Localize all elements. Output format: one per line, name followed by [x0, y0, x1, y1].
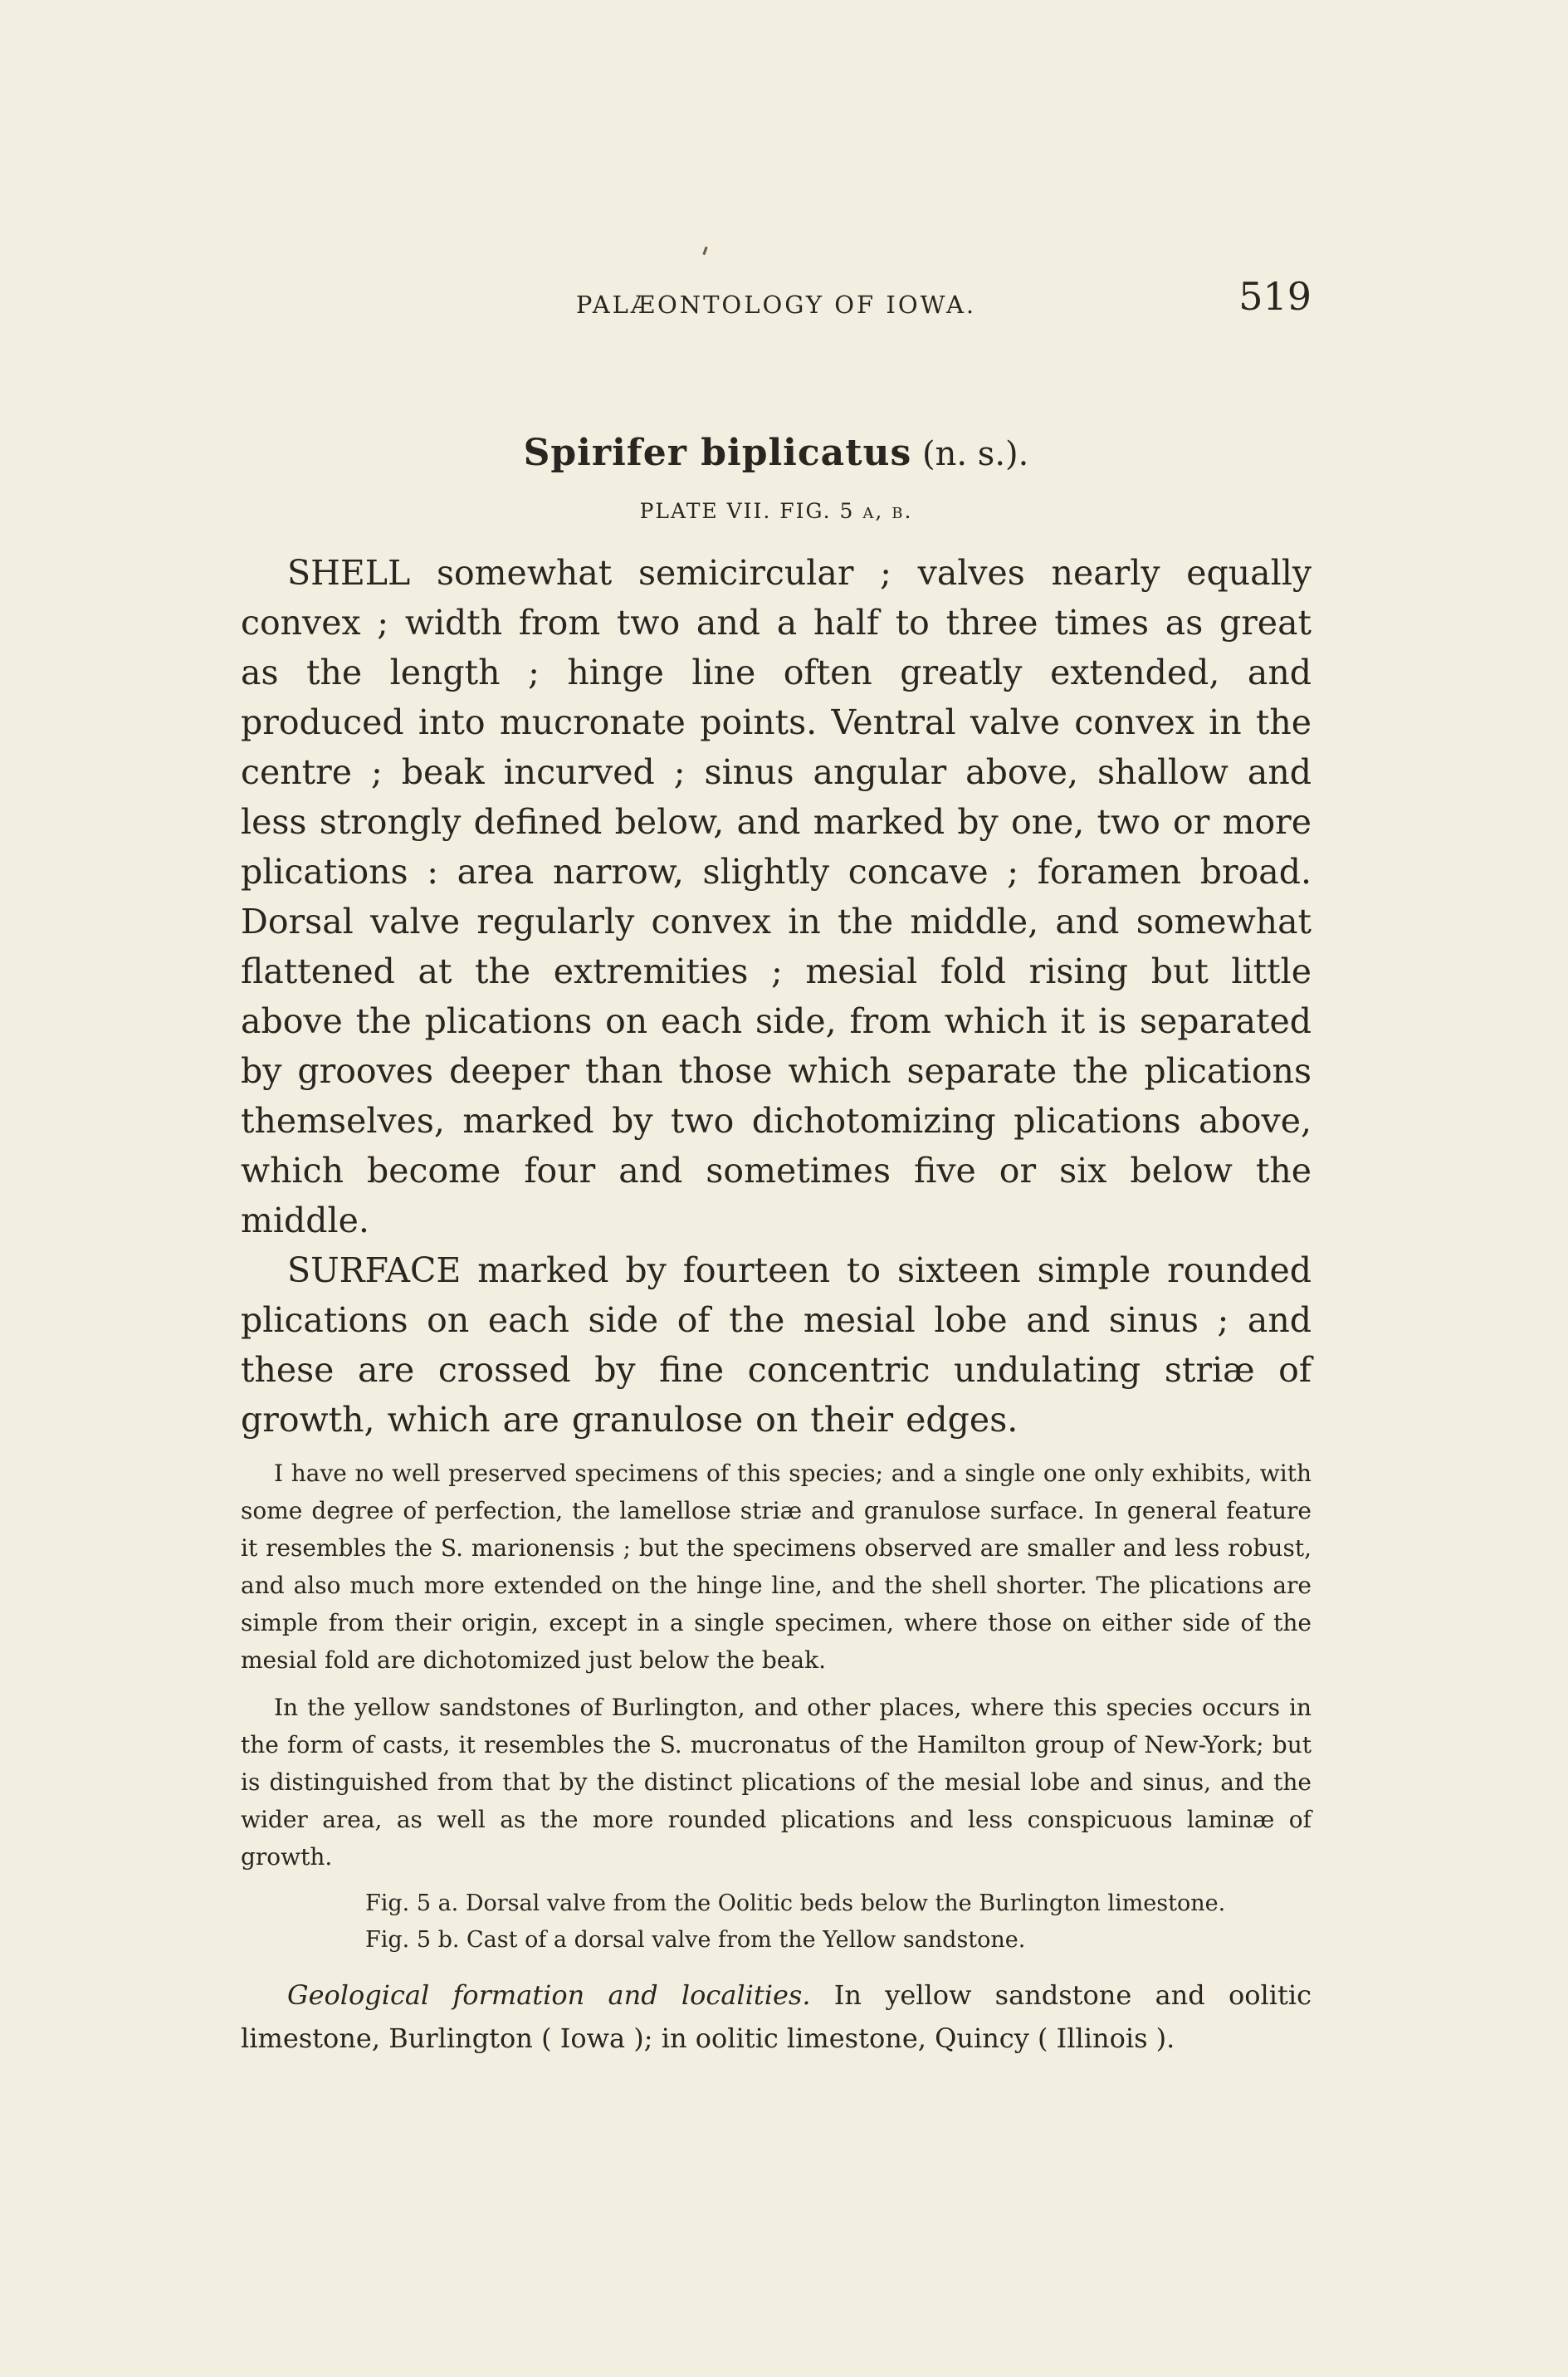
- running-head: [241, 274, 1312, 332]
- figure-caption-a: Fig. 5 a. Dorsal valve from the Oolitic beds below the Burlington limestone.: [365, 1890, 1226, 1916]
- remarks-paragraph-1: I have no well preserved specimens of this species; and a single one only exhibits, with some degree of perfection, the lamellose striæ and granulose surface. In general feature it resembles the S. marionensis ; but the specimens observed are smaller and less robust, and also much more extended on the hinge line, and the shell shorter. The plications are simple from their origin, except in a single specimen, where those on either side of the mesial fold are dichotomized just below the beak.: [241, 1460, 1312, 1674]
- remarks-paragraph-2: In the yellow sandstones of Burlington, and other places, where this species occurs in the form of casts, it resembles the S. mucronatus of the Hamilton group of New-York; but is distinguished from that by the distinct plications of the mesial lobe and sinus, and the wider area, as well as the more rounded plications and less conspicuous laminæ of growth.: [241, 1694, 1312, 1871]
- species-name: Spirifer biplicatus: [523, 432, 912, 474]
- running-title: PALÆONTOLOGY OF IOWA.: [575, 291, 977, 319]
- shell-lead: SHELL: [287, 553, 411, 593]
- species-suffix: (n. s.).: [922, 435, 1029, 473]
- shell-text: somewhat semicircular ; valves nearly equally convex ; width from two and a half to three times as great as the length ; hinge line often greatly extended, and produced into mucronate points. Ventral valve convex in the centre ; beak incurved ; sinus angular above, shallow and less strongly defined below, and marked by one, two or more plications : area narrow, slightly concave ; foramen broad. Dorsal valve regularly convex in the middle, and somewhat flattened at the extremities ; mesial fold rising but little above the plications on each side, from which it is separated by grooves deeper than those which separate the plications themselves, marked by two dichotomizing plications above, which become four and sometimes five or six below the middle.: [241, 553, 1312, 1240]
- page-body: [241, 274, 1312, 2086]
- formation-label: Geological formation and localities.: [287, 1979, 811, 2011]
- geological-formation: [241, 1973, 1312, 2060]
- figure-captions: [241, 1885, 1312, 1959]
- ink-speck: [702, 247, 707, 255]
- species-heading: [241, 432, 1312, 474]
- surface-text: marked by fourteen to sixteen simple rounded plications on each side of the mesial lobe and sinus ; and these are crossed by fine concentric undulating striæ of growth, which are granulose on their edges.: [241, 1250, 1312, 1440]
- formation-text: In yellow sandstone and oolitic limestone, Burlington ( Iowa ); in oolitic limestone, Quincy ( Illinois ).: [241, 1979, 1312, 2054]
- shell-description: [241, 548, 1312, 1245]
- page-number: 519: [1238, 274, 1312, 319]
- figure-caption-b: Fig. 5 b. Cast of a dorsal valve from the Yellow sandstone.: [365, 1927, 1026, 1953]
- plate-reference: PLATE VII. FIG. 5 a, b.: [639, 499, 913, 523]
- surface-lead: SURFACE: [287, 1250, 462, 1290]
- surface-description: [241, 1245, 1312, 1445]
